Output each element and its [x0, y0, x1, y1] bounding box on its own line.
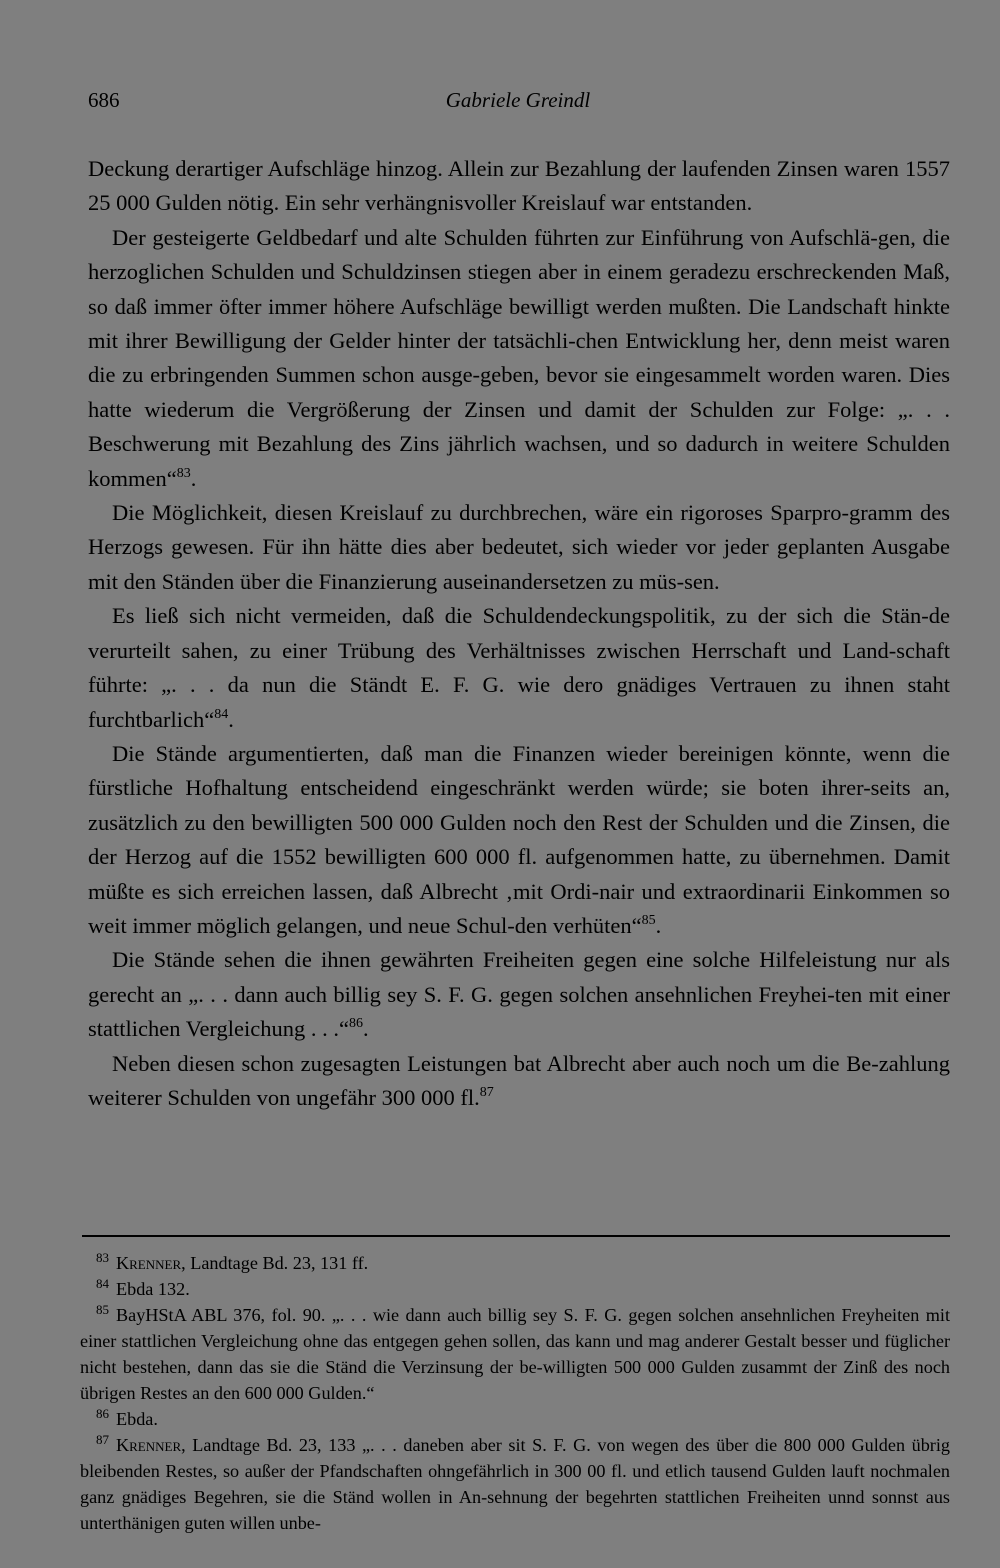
paragraph: Neben diesen schon zugesagten Leistungen bat Albrecht aber auch noch um die Be-zahlung weiterer Schulden von ungefähr 300 000 fl.$^{87}$: [88, 1050, 950, 1110]
footnote-divider: [82, 1235, 950, 1237]
footnote: $^{87}$ Krenner, Landtage Bd. 23, 133 „. . . daneben aber sit S. F. G. von wegen des über die 800 000 Gulden übrig bleibenden Restes, so außer der Pfandschaften ohngefährlich in 300 00 fl. und etlich tausend Gulden lauft nochmalen ganz gnädiges Begehren, sie die Ständ wollen in An-sehnung der begehrten stattlichen Freiheiten unnd sonnst aus unterthänigen guten willen unbe-: [80, 1432, 950, 1533]
running-head-author: Gabriele Greindl: [445, 88, 591, 112]
footnote-ref: 87: [479, 1084, 494, 1100]
footnote-ref: 83: [176, 465, 191, 481]
page-number: 686: [88, 88, 120, 112]
footnote: $^{86}$ Ebda.: [96, 1406, 158, 1429]
footnote-ref: 86: [348, 1016, 363, 1032]
footnote-ref: 84: [214, 706, 229, 722]
paragraph: Deckung derartiger Aufschläge hinzog. Allein zur Bezahlung der laufenden Zinsen waren 1557 25 000 Gulden nötig. Ein sehr verhängnisvoller Kreislauf war entstanden.: [88, 156, 950, 216]
paragraph: Die Stände argumentierten, daß man die Finanzen wieder bereinigen könnte, wenn die fürstliche Hofhaltung entscheidend eingeschränkt werden würde; sie boten ihrer-seits an, zusätzlich zu den bewilligten 500 000 Gulden noch den Rest der Schulden und die Zinsen, die der Herzog auf die 1552 bewilligten 600 000 fl. aufgenommen hatte, zu übernehmen. Damit müßte es sich erreichen lassen, daß Albrecht ‚mit Ordi-nair und extraordinarii Einkommen so weit immer möglich gelangen, und neue Schul-den verhüten“$^{85}$.: [88, 740, 950, 938]
footnote: $^{85}$ BayHStA ABL 376, fol. 90. „. . . wie dann auch billig sey S. F. G. gegen solchen ansehnlichen Freyheiten mit einer stattlichen Vergleichung ohne das entgegen gehen sollen, das kann und mag anderer Gestalt besser und füglicher nicht bestehen, dann das sie die Ständ die Verzinsung der be-willigten 500 000 Gulden zusammt der Zinß des noch übrigen Restes an den 600 000 Gulden.“: [80, 1302, 950, 1403]
paragraph: Der gesteigerte Geldbedarf und alte Schulden führten zur Einführung von Aufschlä-gen, die herzoglichen Schulden und Schuldzinsen stiegen aber in einem geradezu erschreckenden Maß, so daß immer öfter immer höhere Aufschläge bewilligt werden mußten. Die Landschaft hinkte mit ihrer Bewilligung der Gelder hinter der tatsächli-chen Entwicklung her, denn meist waren die zu erbringenden Summen schon ausge-geben, bevor sie eingesammelt worden waren. Dies hatte wiederum die Vergrößerung der Zinsen und damit der Schulden zur Folge: „. . . Beschwerung mit Bezahlung des Zins jährlich wachsen, und so dadurch in weitere Schulden kommen“$^{83}$.: [88, 224, 950, 491]
page-header: [88, 88, 948, 116]
body-text: [88, 152, 950, 1115]
paragraph: Die Stände sehen die ihnen gewährten Freiheiten gegen eine solche Hilfeleistung nur als gerecht an „. . . dann auch billig sey S. F. G. gegen solchen ansehnlichen Freyhei-ten mit einer stattlichen Vergleichung . . .“$^{86}$.: [88, 947, 950, 1042]
paragraph: Die Möglichkeit, diesen Kreislauf zu durchbrechen, wäre ein rigoroses Sparpro-gramm des Herzogs gewesen. Für ihn hätte dies aber bedeutet, sich wieder vor jeder geplanten Ausgabe mit den Ständen über die Finanzierung auseinandersetzen zu müs-sen.: [88, 500, 950, 594]
footnotes: [80, 1250, 950, 1536]
footnote: $^{83}$ Krenner, Landtage Bd. 23, 131 ff.: [96, 1250, 369, 1273]
paragraph: Es ließ sich nicht vermeiden, daß die Schuldendeckungspolitik, zu der sich die Stän-de verurteilt sahen, zu einer Trübung des Verhältnisses zwischen Herrschaft und Land-schaft führte: „. . . da nun die Ständt E. F. G. wie dero gnädiges Vertrauen zu ihnen staht furchtbarlich“$^{84}$.: [88, 603, 950, 732]
footnote: $^{84}$ Ebda 132.: [96, 1276, 190, 1299]
footnote-ref: 85: [641, 912, 656, 928]
